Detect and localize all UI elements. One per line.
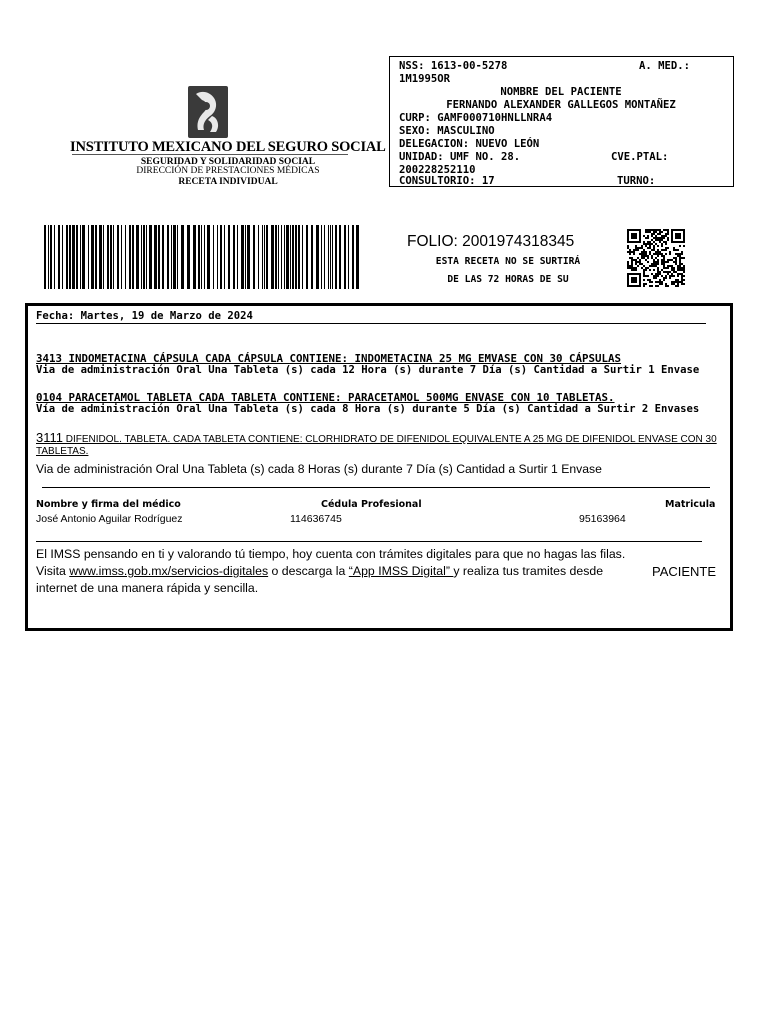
cve-ptal-label: CVE.PTAL:	[611, 151, 669, 163]
prescription-date: Fecha: Martes, 19 de Marzo de 2024	[36, 310, 253, 322]
unidad-row	[399, 151, 733, 164]
medication-1-instructions: Via de administración Oral Una Tableta (s) cada 12 Hora (s) durante 7 Día (s) Cantidad a Surtir 1 Envase	[36, 364, 700, 376]
doctor-matricula: 95163964	[579, 513, 626, 525]
document-type: RECETA INDIVIDUAL	[178, 177, 278, 187]
medications-divider	[42, 487, 710, 488]
qr-code-icon	[627, 229, 685, 287]
medication-3-code: 3111	[36, 430, 63, 445]
medication-3-instructions: Via de administración Oral Una Tableta (s) cada 8 Horas (s) durante 7 Día (s) Cantidad a Surtir 1 Envase	[36, 462, 602, 476]
note-tramites-text: y realiza tus tramites desde	[453, 564, 604, 578]
sexo: SEXO: MASCULINO	[399, 125, 495, 137]
cve-ptal-value: 200228252110	[399, 164, 476, 176]
nss-row	[399, 60, 733, 73]
imss-eagle-logo-icon	[188, 86, 228, 138]
medication-3-title	[36, 429, 717, 447]
medication-3-title-line-1: DIFENIDOL. TABLETA. CADA TABLETA CONTIENE: CLORHIDRATO DE DIFENIDOL EQUIVALENTE A 25 MG DE DIFENIDOL ENVASE CON 30	[63, 434, 717, 445]
institution-motto: SEGURIDAD Y SOLIDARIDAD SOCIAL	[140, 157, 316, 167]
warning-line-1: ESTA RECETA NO SE SURTIRÁ	[435, 256, 581, 267]
institution-name: INSTITUTO MEXICANO DEL SEGURO SOCIAL	[70, 139, 386, 155]
institution-divider	[72, 154, 348, 155]
patient-info-box	[389, 56, 734, 187]
digital-services-note-line-2	[36, 564, 603, 578]
consultorio-row	[399, 175, 733, 187]
note-visit-text: Visita	[36, 564, 70, 578]
turno: TURNO:	[617, 175, 656, 187]
warning-line-2: DE LAS 72 HORAS DE SU	[447, 274, 569, 285]
doctor-name-label: Nombre y firma del médico	[36, 499, 181, 510]
imss-digital-services-link[interactable]: www.imss.gob.mx/servicios-digitales	[69, 564, 269, 578]
curp: CURP: GAMF000710HNLLNRA4	[399, 112, 553, 124]
doctor-name: José Antonio Aguilar Rodríguez	[36, 513, 183, 525]
cedula-label: Cédula Profesional	[321, 499, 422, 510]
direction-name: DIRECCIÓN DE PRESTACIONES MÉDICAS	[136, 166, 320, 176]
a-med-label: A. MED.:	[639, 60, 691, 72]
app-imss-digital-link[interactable]: “App IMSS Digital”	[348, 564, 454, 578]
note-download-text: o descarga la	[268, 564, 349, 578]
a-med-value: 1M1995OR	[399, 73, 451, 85]
medication-3-title-line-2: TABLETAS.	[36, 446, 89, 457]
barcode-icon	[44, 225, 362, 289]
medication-2-title: 0104 PARACETAMOL TABLETA CADA TABLETA CONTIENE: PARACETAMOL 500MG ENVASE CON 10 TABLETAS.	[36, 391, 615, 404]
copy-recipient-label: PACIENTE	[652, 564, 717, 579]
matricula-label: Matricula	[665, 499, 716, 510]
patient-name-label: NOMBRE DEL PACIENTE	[500, 86, 622, 98]
medication-1-title: 3413 INDOMETACINA CÁPSULA CADA CÁPSULA CONTIENE: INDOMETACINA 25 MG EMVASE CON 30 CÁPSULAS	[36, 352, 622, 365]
folio-number: FOLIO: 2001974318345	[407, 233, 575, 250]
consultorio: CONSULTORIO: 17	[399, 175, 495, 187]
digital-services-note-line-3: internet de una manera rápida y sencilla.	[36, 581, 259, 595]
nss: NSS: 1613-00-5278	[399, 60, 508, 72]
medication-2-instructions: Vía de administración Oral Una Tableta (s) cada 8 Hora (s) durante 5 Día (s) Cantidad a Surtir 2 Envases	[36, 403, 700, 415]
doctor-cedula: 114636745	[290, 513, 342, 525]
date-divider	[36, 323, 706, 324]
delegacion: DELEGACION: NUEVO LEÓN	[399, 138, 540, 150]
unidad: UNIDAD: UMF NO. 28.	[399, 151, 521, 163]
doctor-divider	[36, 541, 702, 542]
patient-name: FERNANDO ALEXANDER GALLEGOS MONTAÑEZ	[446, 99, 676, 111]
digital-services-note-line-1: El IMSS pensando en ti y valorando tú tiempo, hoy cuenta con trámites digitales para que no hagas las filas.	[36, 547, 626, 561]
